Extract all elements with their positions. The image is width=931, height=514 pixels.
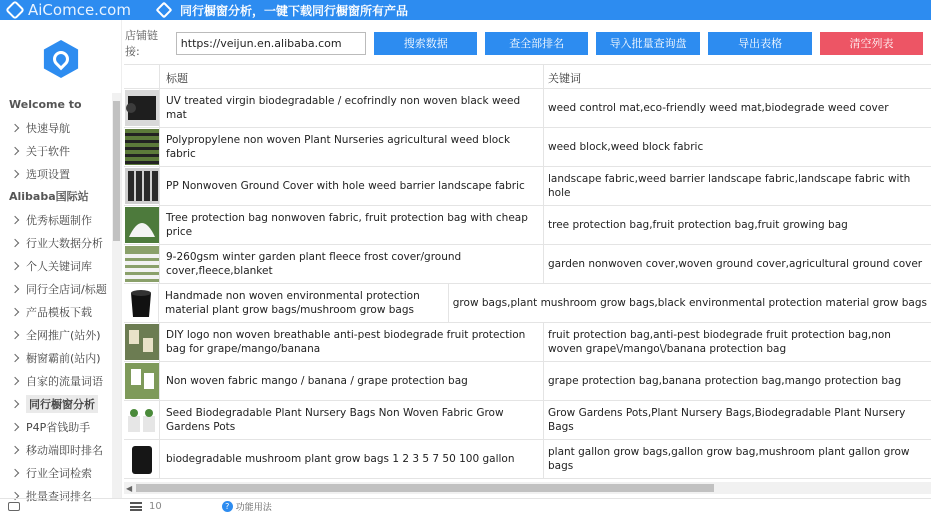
sidebar-item[interactable] bbox=[0, 346, 112, 369]
product-title-cell[interactable]: Non woven fabric mango / banana / grape protection bag bbox=[160, 362, 544, 400]
product-thumbnail[interactable] bbox=[124, 128, 160, 166]
sidebar-item-label: P4P省钱助手 bbox=[26, 420, 91, 434]
header-title[interactable]: 标题 bbox=[160, 65, 544, 88]
table-header bbox=[124, 65, 931, 89]
product-title-cell[interactable]: PP Nonwoven Ground Cover with hole weed barrier landscape fabric bbox=[160, 167, 544, 205]
table-row[interactable] bbox=[124, 284, 931, 323]
product-title-cell[interactable]: Polypropylene non woven Plant Nurseries agricultural weed block fabric bbox=[160, 128, 544, 166]
sidebar-item-label: 同行全店词/标题 bbox=[26, 282, 107, 296]
sidebar-item[interactable] bbox=[0, 208, 112, 231]
import-batch-query-button[interactable]: 导入批量查询盘 bbox=[596, 32, 700, 55]
sidebar-item-label: 关于软件 bbox=[26, 144, 70, 158]
product-title-cell[interactable]: UV treated virgin biodegradable / ecofrindly non woven black weed mat bbox=[160, 89, 544, 127]
table-row[interactable] bbox=[124, 440, 931, 479]
product-thumbnail[interactable] bbox=[124, 440, 160, 478]
keywords-cell[interactable]: grape protection bag,banana protection bag,mango protection bag bbox=[548, 375, 902, 387]
sidebar-item-label: 个人关键词库 bbox=[26, 259, 92, 273]
product-title-cell[interactable]: Seed Biodegradable Plant Nursery Bags Non Woven Fabric Grow Gardens Pots bbox=[160, 401, 544, 439]
footer bbox=[0, 498, 931, 514]
check-all-ranks-button[interactable]: 查全部排名 bbox=[485, 32, 588, 55]
sidebar-item-label: 产品模板下载 bbox=[26, 305, 92, 319]
sidebar bbox=[0, 20, 122, 503]
sidebar-item[interactable] bbox=[0, 139, 112, 162]
product-title-cell[interactable]: biodegradable mushroom plant grow bags 1 2 3 5 7 50 100 gallon bbox=[160, 440, 544, 478]
table-row[interactable] bbox=[124, 323, 931, 362]
sidebar-group-title: Welcome to bbox=[9, 98, 82, 111]
table-row[interactable] bbox=[124, 89, 931, 128]
product-thumbnail[interactable] bbox=[124, 362, 160, 400]
shop-url-input[interactable] bbox=[176, 32, 366, 55]
keywords-cell[interactable]: landscape fabric,weed barrier landscape fabric,landscape fabric with hole bbox=[548, 173, 911, 199]
chat-icon[interactable] bbox=[8, 502, 20, 511]
chevron-right-icon bbox=[11, 468, 19, 476]
product-thumbnail[interactable] bbox=[124, 167, 160, 205]
chevron-right-icon bbox=[11, 376, 19, 384]
table-horizontal-scrollbar[interactable] bbox=[124, 482, 931, 494]
sidebar-item[interactable] bbox=[0, 461, 112, 484]
sidebar-item[interactable] bbox=[0, 277, 112, 300]
sidebar-item-label: 行业全词检索 bbox=[26, 466, 92, 480]
scroll-left-icon[interactable]: ◀ bbox=[126, 484, 133, 493]
table-row[interactable] bbox=[124, 206, 931, 245]
header-keywords[interactable]: 关键词 bbox=[548, 72, 581, 85]
sidebar-item[interactable] bbox=[0, 438, 112, 461]
search-data-button[interactable]: 搜索数据 bbox=[374, 32, 477, 55]
sidebar-item[interactable] bbox=[0, 162, 112, 185]
page-size[interactable]: 10 bbox=[149, 501, 162, 512]
sidebar-item[interactable] bbox=[0, 323, 112, 346]
sidebar-scrollbar-thumb[interactable] bbox=[113, 101, 120, 241]
sidebar-item[interactable] bbox=[0, 254, 112, 277]
keywords-cell[interactable]: tree protection bag,fruit protection bag,fruit growing bag bbox=[548, 219, 848, 231]
chevron-right-icon bbox=[11, 422, 19, 430]
brand-logo-icon bbox=[5, 0, 25, 20]
chevron-right-icon bbox=[11, 261, 19, 269]
product-title-cell[interactable]: 9-260gsm winter garden plant fleece frost cover/ground cover,fleece,blanket bbox=[160, 245, 544, 283]
sidebar-item-label: 同行橱窗分析 bbox=[26, 395, 98, 413]
chevron-right-icon bbox=[11, 353, 19, 361]
sidebar-item[interactable] bbox=[0, 369, 112, 392]
sidebar-item[interactable] bbox=[0, 300, 112, 323]
sidebar-scrollbar[interactable] bbox=[112, 93, 121, 498]
keywords-cell[interactable]: weed block,weed block fabric bbox=[548, 141, 704, 153]
page-headline: 同行橱窗分析，一键下载同行橱窗所有产品 bbox=[180, 3, 409, 18]
tag-icon bbox=[156, 2, 173, 19]
export-table-button[interactable]: 导出表格 bbox=[708, 32, 812, 55]
table-row[interactable] bbox=[124, 362, 931, 401]
horizontal-scrollbar-thumb[interactable] bbox=[136, 484, 714, 492]
sidebar-item-label: 移动端即时排名 bbox=[26, 443, 103, 457]
table-row[interactable] bbox=[124, 128, 931, 167]
chevron-right-icon bbox=[11, 215, 19, 223]
toolbar bbox=[125, 30, 931, 56]
sidebar-item-label: 自家的流量词语 bbox=[26, 374, 103, 388]
product-thumbnail[interactable] bbox=[124, 284, 159, 322]
sidebar-item[interactable] bbox=[0, 116, 112, 139]
chevron-right-icon bbox=[11, 399, 19, 407]
product-thumbnail[interactable] bbox=[124, 323, 160, 361]
sidebar-item-label: 橱窗霸前(站内) bbox=[26, 351, 101, 365]
table-row[interactable] bbox=[124, 401, 931, 440]
sidebar-item[interactable] bbox=[0, 392, 112, 415]
shop-url-label: 店铺链接: bbox=[125, 29, 158, 58]
header-image-cell bbox=[124, 65, 160, 88]
sidebar-item-label: 优秀标题制作 bbox=[26, 213, 92, 227]
chevron-right-icon bbox=[11, 123, 19, 131]
product-title-cell[interactable]: DIY logo non woven breathable anti-pest biodegrade fruit protection bag for grape/mango/banana bbox=[160, 323, 544, 361]
product-title-cell[interactable]: Handmade non woven environmental protection material plant grow bags/mushroom grow bags bbox=[159, 284, 449, 322]
keywords-cell[interactable]: Grow Gardens Pots,Plant Nursery Bags,Biodegradable Plant Nursery Bags bbox=[548, 407, 906, 433]
brand-name: AiComce.com bbox=[28, 1, 131, 19]
brand bbox=[0, 1, 150, 19]
chevron-right-icon bbox=[11, 238, 19, 246]
help-label[interactable]: 功能用法 bbox=[235, 503, 272, 513]
product-thumbnail[interactable] bbox=[124, 89, 160, 127]
product-thumbnail[interactable] bbox=[124, 245, 160, 283]
sidebar-item-label: 快速导航 bbox=[26, 121, 70, 135]
keywords-cell[interactable]: garden nonwoven cover,woven ground cover,agricultural ground cover bbox=[548, 258, 923, 270]
keywords-cell[interactable]: fruit protection bag,anti-pest biodegrade fruit protection bag,non woven grape\/mango\/banana protection bag bbox=[548, 329, 891, 355]
help-icon[interactable]: ? bbox=[222, 501, 233, 512]
chevron-right-icon bbox=[11, 330, 19, 338]
sidebar-item-label: 选项设置 bbox=[26, 167, 70, 181]
sidebar-item-label: 批量查词排名 bbox=[26, 489, 92, 503]
product-table bbox=[124, 64, 931, 482]
chevron-right-icon bbox=[11, 146, 19, 154]
top-bar bbox=[0, 0, 931, 20]
chevron-right-icon bbox=[11, 169, 19, 177]
product-thumbnail[interactable] bbox=[124, 401, 160, 439]
table-row[interactable] bbox=[124, 167, 931, 206]
sidebar-nav bbox=[0, 93, 112, 507]
sidebar-group-title: Alibaba国际站 bbox=[9, 190, 89, 203]
product-thumbnail[interactable] bbox=[124, 206, 160, 244]
chevron-right-icon bbox=[11, 284, 19, 292]
chevron-right-icon bbox=[11, 307, 19, 315]
menu-icon[interactable] bbox=[130, 502, 142, 511]
table-row[interactable] bbox=[124, 245, 931, 284]
keywords-cell[interactable]: grow bags,plant mushroom grow bags,black environmental protection material grow bags bbox=[452, 297, 927, 309]
keywords-cell[interactable]: plant gallon grow bags,gallon grow bag,mushroom plant gallon grow bags bbox=[548, 446, 910, 472]
keywords-cell[interactable]: weed control mat,eco-friendly weed mat,biodegrade weed cover bbox=[548, 102, 889, 114]
chevron-right-icon bbox=[11, 445, 19, 453]
sidebar-item[interactable] bbox=[0, 231, 112, 254]
sidebar-item-label: 全网推广(站外) bbox=[26, 328, 101, 342]
app-logo-icon bbox=[42, 40, 80, 78]
clear-list-button[interactable]: 清空列表 bbox=[820, 32, 923, 55]
product-title-cell[interactable]: Tree protection bag nonwoven fabric, fruit protection bag with cheap price bbox=[160, 206, 544, 244]
sidebar-item[interactable] bbox=[0, 415, 112, 438]
sidebar-item-label: 行业大数据分析 bbox=[26, 236, 103, 250]
